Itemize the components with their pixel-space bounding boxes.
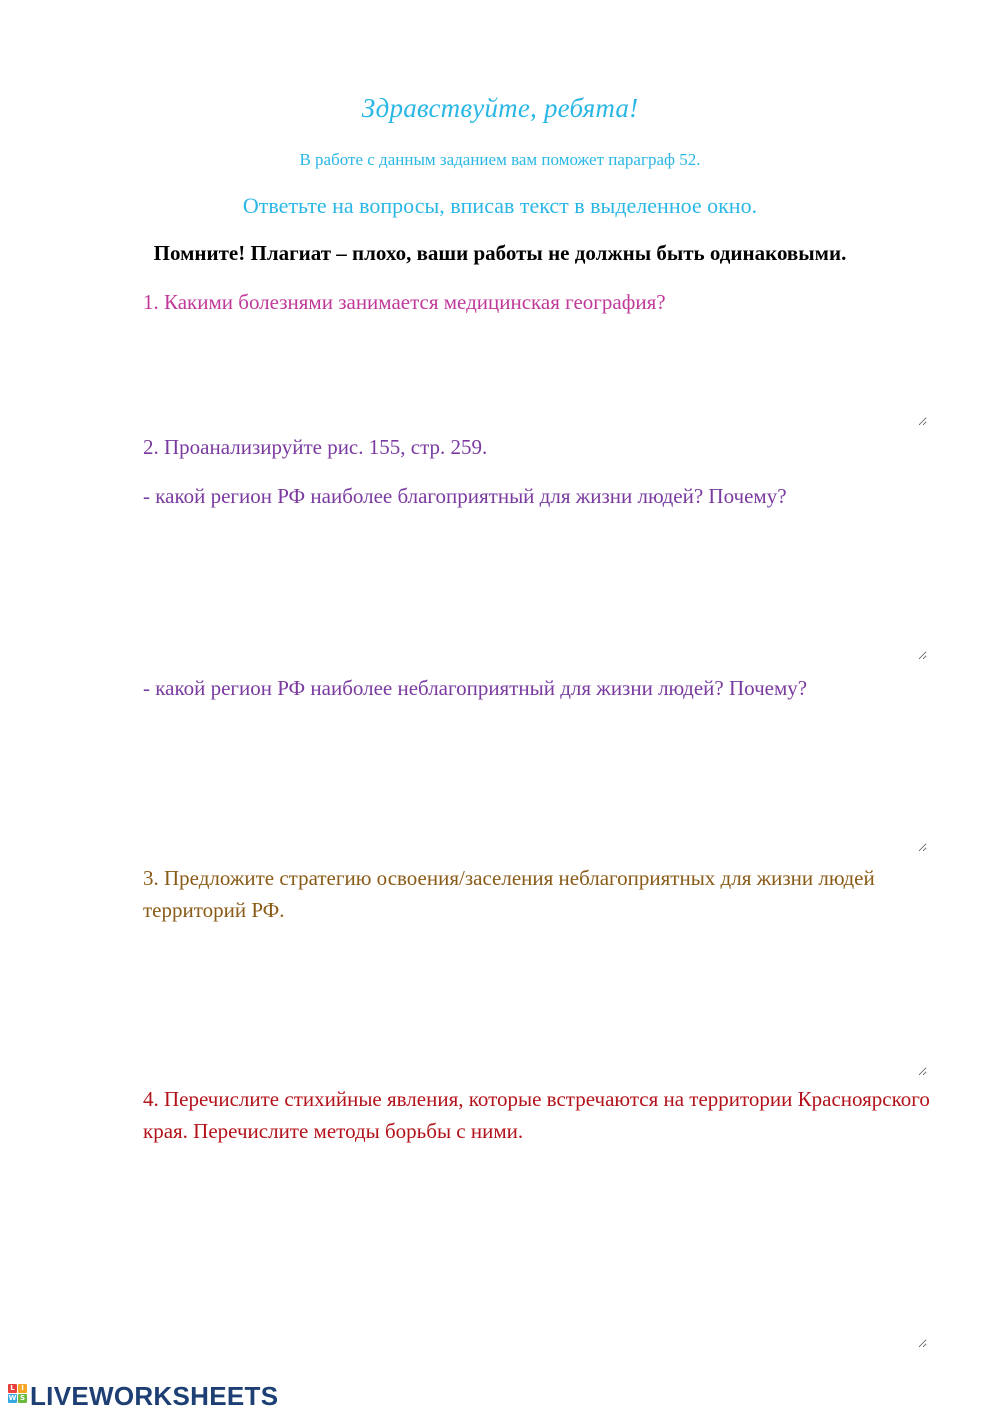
answer-3-field[interactable] [143,932,927,1076]
question-2: 2. Проанализируйте рис. 155, стр. 259. [143,435,488,459]
answer-4-field[interactable] [143,1154,927,1348]
paragraph-hint: В работе с данным заданием вам поможет параграф 52. [299,150,701,169]
instruction-text: Ответьте на вопросы, вписав текст в выделенное окно. [242,193,758,218]
logo-cube-1: L [8,1384,17,1393]
answer-1-field[interactable] [143,322,927,426]
question-4: 4. Перечислите стихийные явления, которые встречаются на территории Красноярского края. Перечислите методы борьбы с ними. [143,1087,930,1143]
question-1: 1. Какими болезнями занимается медицинская география? [143,290,666,314]
liveworksheets-logo[interactable] [8,1380,278,1412]
answer-2b-field[interactable] [143,708,927,852]
logo-text: LIVEWORKSHEETS [30,1380,279,1411]
logo-cube-3: W [8,1394,17,1402]
answer-2a-field[interactable] [143,516,927,660]
logo-cube-2: I [18,1384,27,1393]
question-2a: - какой регион РФ наиболее благоприятный для жизни людей? Почему? [143,484,787,508]
logo-cubes-icon [8,1384,28,1408]
greeting-heading: Здравствуйте, ребята! [361,93,639,123]
question-3: 3. Предложите стратегию освоения/заселения неблагоприятных для жизни людей территорий РФ. [143,866,875,922]
logo-cube-4: S [19,1394,26,1402]
plagiarism-warning: Помните! Плагиат – плохо, ваши работы не должны быть одинаковыми. [153,241,847,265]
question-2b: - какой регион РФ наиболее неблагоприятный для жизни людей? Почему? [143,676,808,700]
